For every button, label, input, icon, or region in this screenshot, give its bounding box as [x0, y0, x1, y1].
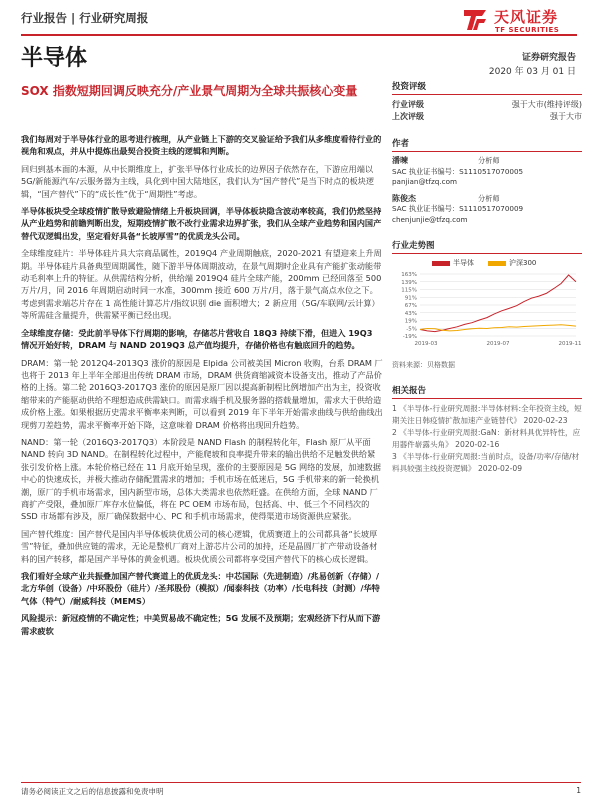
trend-chart-section: [392, 239, 582, 370]
report-type: 证券研究报告: [521, 53, 576, 63]
related-reports-list: [392, 403, 582, 475]
legend-swatch: [432, 261, 450, 266]
rating-row: [392, 99, 582, 111]
series-line-csi300: [420, 325, 576, 331]
report-body: [21, 133, 383, 642]
authors-section: [392, 137, 582, 225]
x-tick-label: 2019-11: [558, 341, 582, 347]
body-paragraph-1: 我们每周对于半导体行业的思考进行梳理，从产业链上下游的交叉验证给予我们从多维度看待行业的视角和观点，并从中提炼出最契合投资主线的逻辑和判断。: [21, 134, 382, 157]
legend-item-csi300: [488, 258, 536, 268]
y-tick-label: -5%: [406, 326, 417, 333]
y-tick-label: 67%: [404, 303, 417, 309]
body-paragraph-8: [21, 528, 383, 565]
author-name: 陈俊杰: [392, 193, 416, 203]
author-license: SAC 执业证书编号：S1110517070009: [392, 204, 524, 213]
footer-divider: [21, 782, 581, 783]
legend-label: 半导体: [453, 259, 474, 267]
rating-section: [392, 80, 582, 123]
body-paragraph-2: [21, 163, 383, 200]
tf-logo-icon: [462, 6, 488, 32]
body-paragraph-7: [21, 436, 383, 523]
legend-swatch: [488, 261, 506, 266]
report-category-tag: 行业报告 | 行业研究周报: [21, 11, 149, 25]
body-paragraph-9: 我们看好全球产业共振叠加国产替代赛道上的优质龙头：中芯国际（先进制造）/兆易创新（存储）/北方华创（设备）/中环股份（硅片）/圣邦股份（模拟）/闻泰科技（功率）/长电科技（封测）/华特气体（特气）/耐威科技（MEMS）: [21, 571, 380, 606]
author-role: 分析师: [478, 156, 500, 165]
sidebar: [392, 80, 582, 476]
chart-source: 资料来源：贝格数据: [392, 361, 455, 369]
y-tick-label: 19%: [404, 318, 417, 325]
paragraph-2-text: 回归到基本面的本源，从中长期维度上，扩张半导体行业成长的边界因子依然存在，下游应用端以 5G/新能源汽车/云服务器为主线，具化到中国大陆地区，我们认为“国产替代”是当下时点的板块逻辑，“国产替代”下的“成长性”优于“周期性”考虑。: [21, 163, 375, 199]
report-subtitle: SOX 指数短期回调反映充分/产业景气周期为全球共振核心变量: [21, 84, 358, 98]
series-line-semiconductor: [420, 275, 576, 332]
trend-chart-heading: 行业走势图: [392, 239, 582, 254]
authors-heading: 作者: [392, 137, 582, 152]
y-tick-label: 43%: [404, 310, 417, 317]
author-license: SAC 执业证书编号：S1110517070005: [392, 166, 524, 176]
rating-label: 上次评级: [392, 112, 424, 121]
related-reports-heading: 相关报告: [392, 384, 582, 399]
author-name: 潘暕: [392, 156, 408, 165]
related-report-link[interactable]: 3 《半导体-行业研究周报:当前时点，设备/功率/存储/材料具较强主线投资逻辑》 2020-02-09: [392, 452, 580, 473]
y-tick-label: 91%: [404, 295, 417, 302]
x-tick-label: 2019-03: [414, 341, 438, 347]
rating-heading: 投资评级: [392, 80, 582, 95]
body-paragraph-6: [21, 357, 383, 431]
body-paragraph-3: 半导体板块受全球疫情扩散导致避险情绪上升板块回调，半导体板块隐含波动率较高，我们仍然坚持从产业趋势和前瞻判断出发，短期疫情扩散不改行业需求边界扩张，我们从全球产业趋势和国内国产替代双逻辑出发，坚定看好具备“长坡厚雪”的优质龙头公司。: [21, 206, 382, 241]
rating-row: [392, 111, 582, 123]
y-tick-label: -19%: [402, 334, 417, 340]
page-number: 1: [576, 786, 581, 795]
disclaimer-text: 请务必阅读正文之后的信息披露和免责申明: [21, 787, 164, 796]
y-tick-label: 139%: [401, 279, 417, 286]
x-tick-label: 2019-07: [486, 341, 510, 347]
body-paragraph-4: [21, 247, 383, 321]
logo-english-name: TF SECURITIES: [495, 26, 560, 34]
y-tick-label: 163%: [401, 272, 417, 278]
report-date: 2020 年 03 月 01 日: [488, 67, 576, 77]
body-paragraph-5: 全球维度存储：受此前半导体下行周期的影响，存储芯片营收自 18Q3 持续下滑，但进入 19Q3 情况开始好转，DRAM 与 NAND 2019Q3 总产值均提升，存储价格也有触底回升的趋势。: [21, 327, 373, 351]
logo-chinese-name: 天风证券: [494, 8, 559, 26]
page-title: 半导体: [21, 46, 88, 71]
author-entry: [392, 194, 582, 226]
chart-legend: [432, 258, 582, 268]
page-footer: [21, 786, 581, 797]
author-entry: [392, 156, 582, 188]
paragraph-4-text: 全球维度硅片：半导体硅片具大宗商品属性，2019Q4 产业周期触底，2020-2021 有望迎来上升周期。半导体硅片具备典型周期属性，随下游半导体周期波动，在景气周期时企业具有产能扩张动能带动毛利率上升的特征。从供需结构分析，供给端 2019Q4 硅片全球产能，200mm 已经回落至 500 万片/月，同 2016 年周期启动时同一水准，300mm 接近 600 万片/月，落于景气高点水位之下。考虑到需求端芯片存在 1 高性能计算芯片/指纹识别 die 面积增大；2 新应用（5G/车联网/云计算）等所需硅含量提升，供需紧平衡已经出现。: [21, 248, 382, 321]
rating-value: 强于大市: [550, 112, 582, 121]
related-report-link[interactable]: 2 《半导体-行业研究周报:GaN：新材料具优异特性，应用器件崭露头角》 2020-02-16: [392, 428, 581, 449]
author-role: 分析师: [478, 193, 500, 203]
trend-line-chart: [392, 270, 582, 350]
rating-value: 强于大市(维持评级): [511, 100, 582, 109]
paragraph-6-text: DRAM：第一轮 2012Q4-2013Q3 涨价的原因是 Elpida 公司被美国 Micron 收购，台系 DRAM 厂也将于 2013 年上半年全部退出传统 DRAM 市场，DRAM 供货商缩减资本设备支出，推动了产品价格的上扬。第二轮 2016Q3-2017Q3 涨价的原因是原厂因以提高新制程比例增加产出为主，投资收缩带来的产能驱动供给不理想造成供需缺口。而需求端手机及服务器的搭载量增加，需求大于供给造成价格上涨。如果根据历史需求平衡率来判断，可以看到 2019 年下半年开始需求曲线与供给曲线出现剪刀差趋势，需求平衡率开始下降，这意味着 DRAM 价格将出现回升趋势。: [21, 357, 383, 430]
related-report-link[interactable]: 1 《半导体-行业研究周报:半导体材料:全年投资主线，短期关注日韩疫情扩散加速产业链替代》 2020-02-23: [392, 404, 582, 425]
author-email[interactable]: panjian@tfzq.com: [392, 177, 457, 186]
y-tick-label: 115%: [401, 287, 417, 294]
related-reports-section: [392, 384, 582, 475]
author-email[interactable]: chenjunjie@tfzq.com: [392, 214, 468, 224]
header-divider: [21, 34, 577, 36]
body-paragraph-10: 风险提示：新冠疫情的不确定性；中美贸易战不确定性；5G 发展不及预期；宏观经济下行从而下游需求疲软: [21, 613, 381, 636]
rating-label: 行业评级: [392, 100, 424, 109]
paragraph-7-text: NAND：第一轮（2016Q3-2017Q3）本阶段是 NAND Flash 的制程转化年，Flash 原厂从平面 NAND 转向 3D NAND。在制程转化过程中，产能爬坡和良率提升带来的输出供给不足触发供给紧张引发价格上涨。本轮价格已经在 11 月底开始呈现，涨价的主要原因是 5G 网络的发展，加速数据中心的快速成长，并极大推动存储配置需求的增加；手机市场在低迷后，5G 手机带来的新一轮换机潮，原厂的手机市场需求，国内新型市场，总体大类需求也依然旺盛。在供给方面，全球 NAND 厂商扩产受限，叠加原厂库存水位偏低，将在 PC OEM 市场布局，包括高、中、低三个不同档次的 SSD 市场都有涉及，原厂确保数据中心、PC 和手机市场需求，使得渠道市场资源供应紧张。: [21, 436, 381, 522]
legend-item-semi: [432, 258, 474, 268]
legend-label: 沪深300: [509, 259, 537, 267]
paragraph-8-text: 国产替代维度：国产替代是国内半导体板块优质公司的核心逻辑，优质赛道上的公司都具备“长坡厚雪”特征，叠加供应链的需求，无论是整机厂商对上游芯片公司的加持，还是晶圆厂扩产带动设备材料的国产转移，都是国产半导体的黄金机遇。板块优质公司都将享受国产替代下的核心成长逻辑。: [21, 528, 378, 564]
